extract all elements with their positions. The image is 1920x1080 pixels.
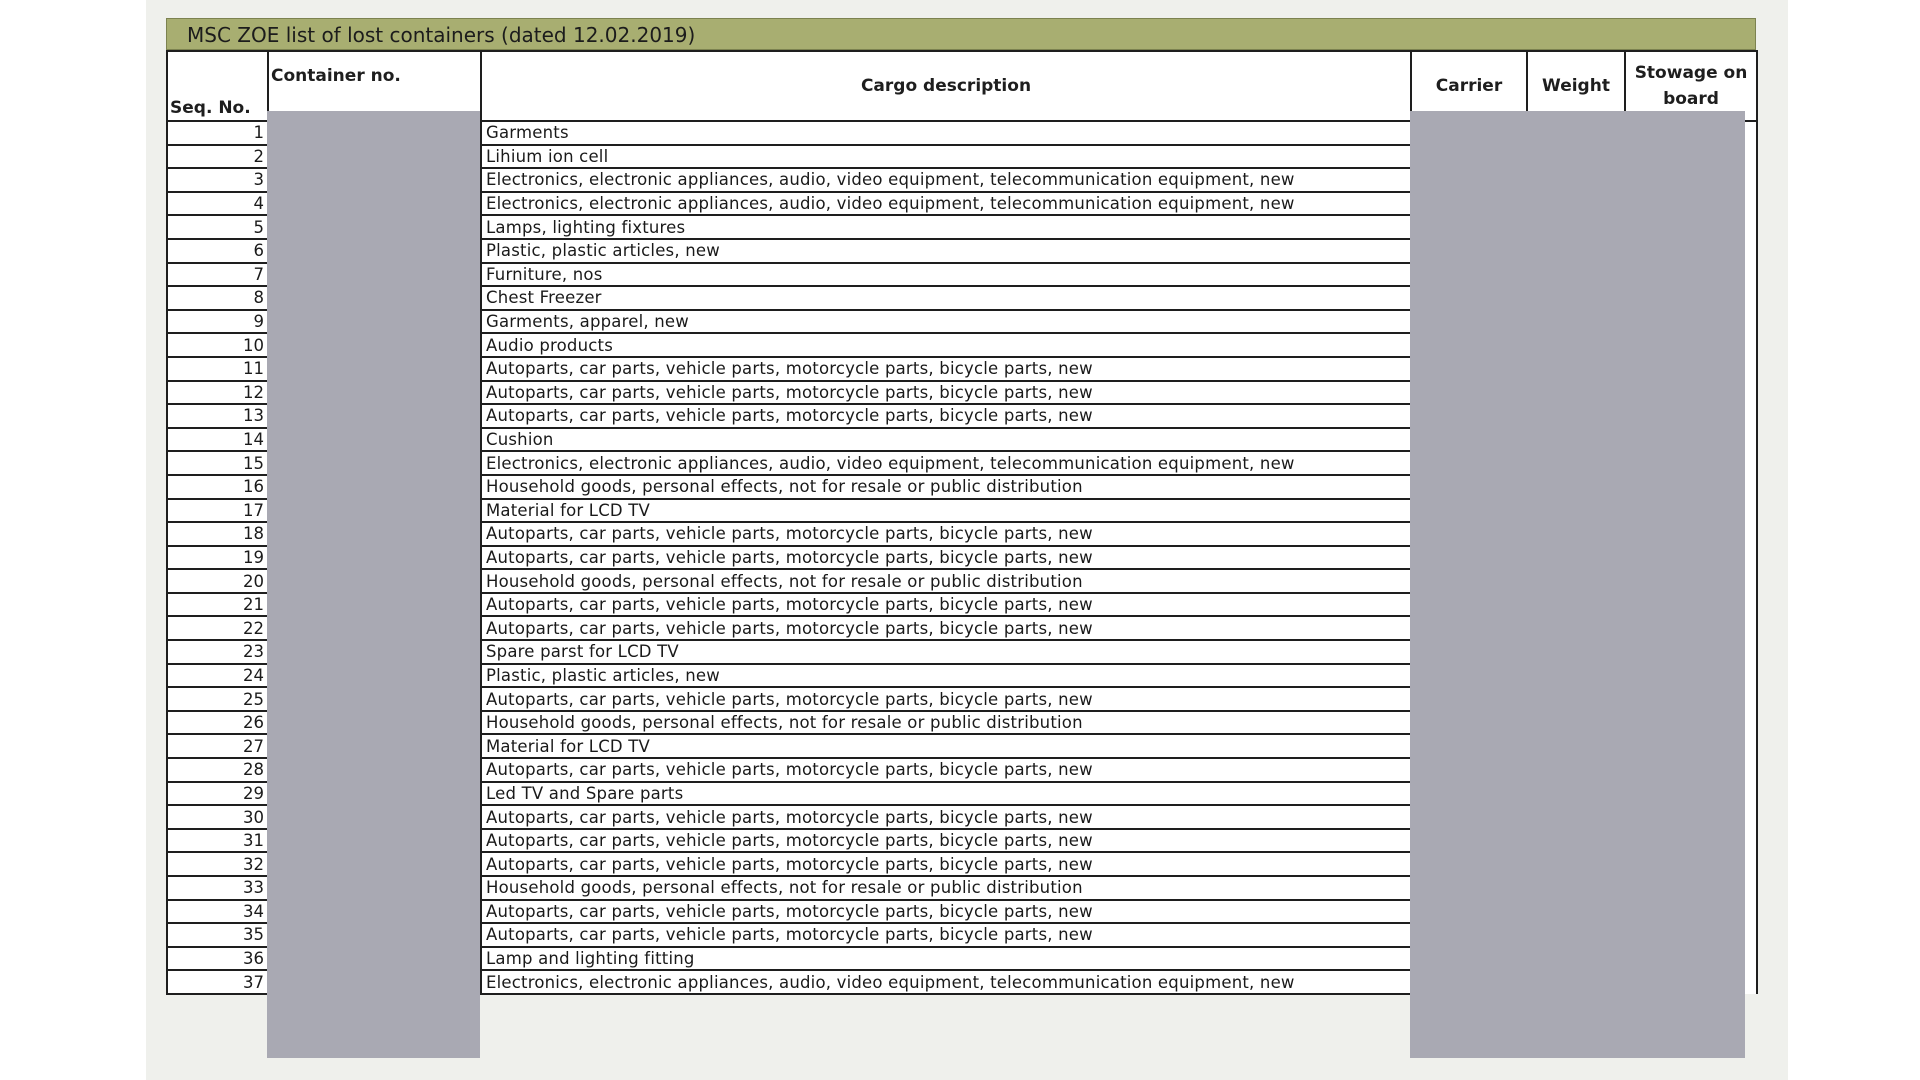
seq-no-cell: 33 [167, 876, 268, 900]
cargo-description-cell: Material for LCD TV [481, 734, 1411, 758]
seq-no-cell: 8 [167, 286, 268, 310]
cargo-description-cell: Autoparts, car parts, vehicle parts, motorcycle parts, bicycle parts, new [481, 357, 1411, 381]
cargo-description-cell: Household goods, personal effects, not for resale or public distribution [481, 876, 1411, 900]
cargo-description-cell: Autoparts, car parts, vehicle parts, motorcycle parts, bicycle parts, new [481, 404, 1411, 428]
header-seq-no: Seq. No. [167, 51, 268, 121]
cargo-description-cell: Led TV and Spare parts [481, 782, 1411, 806]
cargo-description-cell: Household goods, personal effects, not for resale or public distribution [481, 569, 1411, 593]
seq-no-cell: 5 [167, 215, 268, 239]
seq-no-cell: 22 [167, 616, 268, 640]
seq-no-cell: 16 [167, 475, 268, 499]
header-stowage-on-board: Stowage on board [1625, 51, 1757, 121]
header-cargo-description: Cargo description [481, 51, 1411, 121]
cargo-description-cell: Autoparts, car parts, vehicle parts, motorcycle parts, bicycle parts, new [481, 381, 1411, 405]
lost-containers-sheet [166, 18, 1756, 1058]
cargo-description-cell: Electronics, electronic appliances, audio, video equipment, telecommunication equipment, new [481, 451, 1411, 475]
cargo-description-cell: Electronics, electronic appliances, audio, video equipment, telecommunication equipment, new [481, 970, 1411, 994]
seq-no-cell: 14 [167, 428, 268, 452]
seq-no-cell: 27 [167, 734, 268, 758]
cargo-description-cell: Lihium ion cell [481, 145, 1411, 169]
seq-no-cell: 37 [167, 970, 268, 994]
cargo-description-cell: Autoparts, car parts, vehicle parts, motorcycle parts, bicycle parts, new [481, 687, 1411, 711]
cargo-description-cell: Autoparts, car parts, vehicle parts, motorcycle parts, bicycle parts, new [481, 616, 1411, 640]
cargo-description-cell: Lamps, lighting fixtures [481, 215, 1411, 239]
seq-no-cell: 21 [167, 593, 268, 617]
seq-no-cell: 31 [167, 829, 268, 853]
seq-no-cell: 12 [167, 381, 268, 405]
seq-no-cell: 35 [167, 923, 268, 947]
cargo-description-cell: Autoparts, car parts, vehicle parts, motorcycle parts, bicycle parts, new [481, 852, 1411, 876]
cargo-description-cell: Autoparts, car parts, vehicle parts, motorcycle parts, bicycle parts, new [481, 805, 1411, 829]
cargo-description-cell: Electronics, electronic appliances, audio, video equipment, telecommunication equipment, new [481, 168, 1411, 192]
seq-no-cell: 17 [167, 499, 268, 523]
seq-no-cell: 25 [167, 687, 268, 711]
seq-no-cell: 7 [167, 263, 268, 287]
cargo-description-cell: Household goods, personal effects, not for resale or public distribution [481, 475, 1411, 499]
redacted-container-numbers [267, 111, 480, 1058]
document-title: MSC ZOE list of lost containers (dated 12.02.2019) [187, 23, 696, 47]
cargo-description-cell: Autoparts, car parts, vehicle parts, motorcycle parts, bicycle parts, new [481, 923, 1411, 947]
cargo-description-cell: Autoparts, car parts, vehicle parts, motorcycle parts, bicycle parts, new [481, 593, 1411, 617]
seq-no-cell: 3 [167, 168, 268, 192]
cargo-description-cell: Garments, apparel, new [481, 310, 1411, 334]
header-container-no: Container no. [268, 51, 481, 121]
seq-no-cell: 23 [167, 640, 268, 664]
cargo-description-cell: Lamp and lighting fitting [481, 947, 1411, 971]
cargo-description-cell: Autoparts, car parts, vehicle parts, motorcycle parts, bicycle parts, new [481, 522, 1411, 546]
seq-no-cell: 29 [167, 782, 268, 806]
cargo-description-cell: Garments [481, 121, 1411, 145]
seq-no-cell: 2 [167, 145, 268, 169]
seq-no-cell: 36 [167, 947, 268, 971]
cargo-description-cell: Plastic, plastic articles, new [481, 664, 1411, 688]
cargo-description-cell: Plastic, plastic articles, new [481, 239, 1411, 263]
seq-no-cell: 13 [167, 404, 268, 428]
cargo-description-cell: Autoparts, car parts, vehicle parts, motorcycle parts, bicycle parts, new [481, 900, 1411, 924]
header-carrier: Carrier [1411, 51, 1527, 121]
seq-no-cell: 1 [167, 121, 268, 145]
cargo-description-cell: Cushion [481, 428, 1411, 452]
cargo-description-cell: Autoparts, car parts, vehicle parts, motorcycle parts, bicycle parts, new [481, 829, 1411, 853]
redacted-carrier-weight-stowage [1410, 111, 1745, 1058]
cargo-description-cell: Audio products [481, 333, 1411, 357]
cargo-description-cell: Material for LCD TV [481, 499, 1411, 523]
seq-no-cell: 30 [167, 805, 268, 829]
seq-no-cell: 11 [167, 357, 268, 381]
title-band [166, 18, 1756, 50]
seq-no-cell: 26 [167, 711, 268, 735]
seq-no-cell: 32 [167, 852, 268, 876]
cargo-description-cell: Autoparts, car parts, vehicle parts, motorcycle parts, bicycle parts, new [481, 546, 1411, 570]
seq-no-cell: 28 [167, 758, 268, 782]
seq-no-cell: 15 [167, 451, 268, 475]
header-weight: Weight [1527, 51, 1625, 121]
cargo-description-cell: Autoparts, car parts, vehicle parts, motorcycle parts, bicycle parts, new [481, 758, 1411, 782]
seq-no-cell: 9 [167, 310, 268, 334]
seq-no-cell: 18 [167, 522, 268, 546]
cargo-description-cell: Spare parst for LCD TV [481, 640, 1411, 664]
seq-no-cell: 20 [167, 569, 268, 593]
cargo-description-cell: Furniture, nos [481, 263, 1411, 287]
cargo-description-cell: Household goods, personal effects, not for resale or public distribution [481, 711, 1411, 735]
seq-no-cell: 19 [167, 546, 268, 570]
seq-no-cell: 6 [167, 239, 268, 263]
seq-no-cell: 34 [167, 900, 268, 924]
seq-no-cell: 24 [167, 664, 268, 688]
cargo-description-cell: Chest Freezer [481, 286, 1411, 310]
seq-no-cell: 10 [167, 333, 268, 357]
seq-no-cell: 4 [167, 192, 268, 216]
cargo-description-cell: Electronics, electronic appliances, audio, video equipment, telecommunication equipment, new [481, 192, 1411, 216]
